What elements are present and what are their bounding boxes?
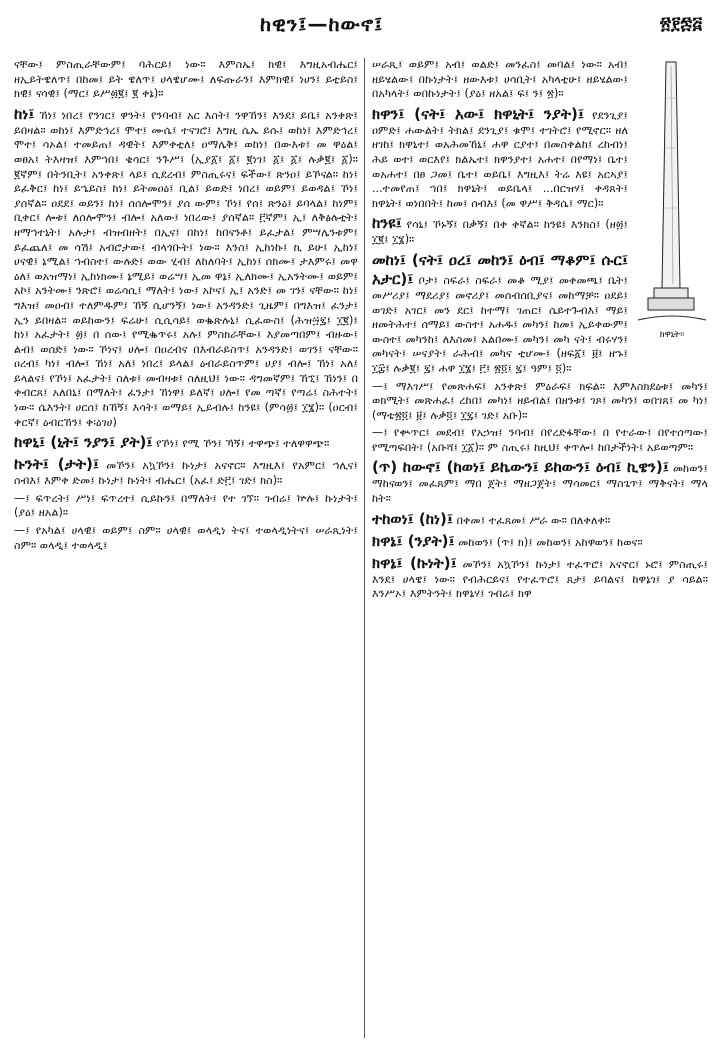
entry-headword: ክዋኔ፤ (ኩነት)፤ <box>372 553 457 572</box>
entry-headword: ከንዩ፤ <box>372 214 402 233</box>
entry-subsense <box>14 492 358 521</box>
entry-text: የሳኒ፤ ኾኑኝ፤ በቃኝ፤ በቀ ቀኛል። ከንዩ፤ እንክስ፤ (ዘ፴፤ ፲፪፤ ፲፮)። <box>372 218 628 247</box>
page-number: ፳፻፷፭ <box>660 14 702 34</box>
entry-text: —፤ ማእገሥ፤ የመጽሐፍ፤ አንቀጽ፤ ምዕራፍ፤ ክፍል። እምእስክደዕቱ፤ መካን፤ ወክሚት፤ መጽሐፈ፤ ረከበ፤ መካነ፤ ዘይብል፤ በዘንቱ፤ ገጾ፤ መካን፤ ወበገጸ፤ መ ካነ፤ (ማቴ፳፬፤ ፱፤ ሉቃ፬፤ ፲፯፤ ገድ፤ አቡ)። <box>372 379 708 422</box>
entry-text: ናቸው፤ ምስጢራቸውም፤ ባሕርይ፤ ነው። እምስኤ፤ ክዊ፤ እግዚአብሔር፤ ዘኢይትዌለጥ፤ በከመ፤ ይት ዌለጥ፤ ሀላዌሆሙ፤ ለፍጡራን፤ እምክዊ፤ ነሀን፤ ይቲይስ፤ ክዊ፤ ናሳዊ፤ (ማር፤ ይሥ፴፪፤ ፪ ቀኔ)። <box>14 58 358 101</box>
entry-headword: ከዋኒ፤ (ኒት፤ ንያን፤ ያት)፤ <box>14 433 153 452</box>
entry-headword: መከነ፤ (ናት፤ ዐረ፤ መከን፤ ዕብ፤ ማቆም፤ ሱር፤ አታር)፤ <box>372 250 628 288</box>
entry-text: መኾን፤ አኳኾን፤ ኩነታ፤ አናኖር። እግዚእ፤ የአምር፤ ኀሊና፤ ሰብእ፤ እምቀ ድመ፤ ኩነታ፤ ኩነት፤ ብሔር፤ (አፈ፤ ድ፫፤ ገድ፤ ክስ)። <box>14 459 358 488</box>
entry-headword: ክዋኔ፤ (ንያት)፤ <box>372 531 455 550</box>
entry-headword: ተከወነ፤ (ከነ)፤ <box>372 509 453 528</box>
entry-subsense <box>14 524 358 553</box>
running-head-title: ከዊን፤—ከውኖ፤ <box>260 12 384 36</box>
column-divider <box>364 58 365 1038</box>
entry-text: የደንጊያ፤ ዐምድ፤ ሐውልት፤ ትክል፤ ደንጊያ፤ ቁሞ፤ ተገትሮ፤ የሚኖር። ዘለ ዘገከ፤ ክዋኒተ፤ ወአሕመኸኒ፤ ሐዋ ርያተ፤ በመስቀልከ፤ ረከብነ፤ ሕይ ወተ፤ ወርእየ፤ ክልኤተ፤ ክዋንያተ፤ አሐተ፤ በየማነ፤ ቤተ፤ ወአሐተ፤ በፀ ጋመ፤ ቤተ፤ ወይቤ፤ እግዚእ፤ ትሬ እዩ፤ አርኣያ፤ ...ተመየጠ፤ ኀበ፤ ክዋኒት፤ ወይቤላ፤ ...በርዝሃ፤ ቀዳጸት፤ ክዋኒት፤ ወነበበት፤ ከመ፤ ሰብእ፤ (መ ዋሥ፤ ቅዳሴ፤ ማር)። <box>372 108 628 210</box>
entry-text: ሠራጺ፤ ወይም፤ አብ፤ ወልድ፤ መንፈስ፤ መባል፤ ነው። አብ፤ ዘይሄልው፤ በኩነታት፤ ዘውእቱ፤ ሀሳቢት፤ አካላቲሁ፤ ዘይሄልው፤ በአካላት፤ ወበኩነታት፤ (ያዕ፤ ዘአል፤ ፍ፤ ን፤ ፳)። <box>372 58 628 101</box>
entry-text: የኾነ፤ የሚ ኾን፤ ኻኝ፤ ተዋጭ፤ ተለዋዋጭ። <box>156 437 330 451</box>
entry-text: በቀመ፤ ተፈጸመ፤ ሥራ ው። በለቀለቀ። <box>456 513 611 527</box>
dictionary-entry <box>14 455 358 489</box>
entry-text: መከወን፤ (ጥ፤ ክ)፤ መከወን፤ አከዋወን፤ ከወና። <box>458 535 643 549</box>
obelisk-figure <box>636 58 708 348</box>
dictionary-entry <box>14 433 358 452</box>
obelisk-illustration-icon <box>636 58 708 328</box>
left-column <box>14 58 358 1040</box>
running-header <box>0 0 718 52</box>
entry-headword: (ጥ) ከውኖ፤ (ከወነ፤ ይኬውን፤ ይከውን፤ ዕብ፤ ኪዌን)፤ <box>372 458 669 477</box>
entry-text: ቦታ፤ ስፍራ፤ ስፍራ፤ መቆ ሚያ፤ መቀመጫ፤ ቤት፤ መሥሪያ፤ ማደሪያ፤ መኖሪያ፤ መሰብሰቢያና፤ መከማቻ። ዐደይ፤ ወገድ፤ አገር፤ መን ደር፤ ከተማ፤ ገጠር፤ ሴይተጉብእ፤ ማይ፤ ዘመትሕተ፤ ሰማይ፤ ውስተ፤ አሐዱ፤ መካን፤ ከመ፤ ኢይቀውም፤ ውስተ፤ መካንከ፤ ለእስመ፤ አልበሙ፤ መካን፤ መካ ናት፤ ብሩሃን፤ መካናት፤ ሠናያት፤ ራሕብ፤ መካና ቲሆሙ፤ (ዘፍ፩፤ ፱፤ ዘኁ፤ ፲፰፤ ሉቃ፪፤ ፯፤ ሐዋ ፲፮፤ ፫፤ ፳፬፤ ፯፤ ዓም፤ ፬)። <box>372 273 628 375</box>
paragraph <box>14 58 358 102</box>
dictionary-entry <box>372 510 708 529</box>
entry-subsense <box>372 426 708 455</box>
entry-text: —፤ ፍጥረት፤ ሥነ፤ ፍጥረተ፤ ሲይኩን፤ በማለት፤ የተ ገኘ። ገብሬ፤ ኵሉ፤ ኩነታት፤ (ያዕ፤ ዘአል)። <box>14 491 358 520</box>
right-column <box>372 58 708 1040</box>
entry-headword: ኩንት፤ (ታት)፤ <box>14 455 100 474</box>
entry-text: —፤ የቊጥር፤ መደብ፤ የአኃዝ፤ ንባብ፤ በየረድፋቸው፤ በ የተራው፤ በየተሰጣው፤ የሚጣፍበት፤ (አቡሻ፤ ፲፩)። ም ስጢሩ፤ ከዚህ፤ ቀጥሎ፤ ከበታችነት፤ አይወጣም። <box>372 426 708 454</box>
entry-text: ኸነ፤ ነበረ፤ የንገር፤ ዋንት፤ የንባብ፤ አር እስት፤ ንዋኸን፤ እንደ፤ ይቤ፤ አንቀጽ፤ ይበዛል። ወከነ፤ እምድኅረ፤ ሞተ፤ ሙሴ፤ ተናገሮ፤ እግዚ ሴኤ ይሱ፤ ወከነ፤ እምድኅረ፤ ሞተ፤ ሳኦል፤ ተመይጠ፤ ዳዊት፤ እምቀቲለ፤ ዐማሌቅ፤ ወከነ፤ በውእቱ፤ መ ዋዕል፤ ወፀአ፤ ትእዛዝ፤ እምኀበ፤ ቄሳር፤ ንጉሥ፤ (ኢያ፩፤ ፩፤ ፪ነገ፤ ፩፤ ፩፤ ሉቃ፪፤ ፩)። ፪ኛም፤ በትንቢት፤ አንቀጽ፤ ላይ፤ ሲደረብ፤ ምስጢሩና፤ ፍችው፤ ጽንዐ፤ ይኾናል። ከነ፤ ይፈቅር፤ ከነ፤ ይኄይስ፤ ከነ፤ ይትመዐዕ፤ ቢል፤ ይወድ፤ ነበረ፤ ወይም፤ ይወዳል፤ ኾነ፤ ያሰኛል። ዐደደ፤ ወይን፤ ከነ፤ ሰሰሎሞን፤ ያሰ ውም፤ ኾነ፤ የሰ፤ ጽንዕ፤ ይባላል፤ ከነም፤ ቢቀር፤ ሎቱ፤ ለሰሎሞን፤ ብሎ፤ አለው፤ ነበረው፤ ያሰኛል። ፫ኛም፤ ኢ፤ ለቅፅሉቲት፤ ዘማኀተኒት፤ አሉታ፤ ብዝብዘት፤ በኢና፤ በከነ፤ ከበናንቶ፤ ይፈታል፤ ምሣሌንቱም፤ ይፈጨለ፤ መ ሳሽ፤ አብሮታው፤ ብላጎቡት፤ ነው። እንስ፤ ኢከነኩ፤ ኪ ይሁ፤ ኢከነ፤ ሀናዊ፤ ኔሚል፤ ኀብስተ፤ ውሉድ፤ ወው ሂብ፤ ለከለባት፤ ኢከነ፤ ሰክሙ፤ ታእምሩ፤ መዋ ዕለ፤ ወአዝማነ፤ ኢከነክሙ፤ ኔሚይ፤ ወሬሣ፤ ኢመ ዋኔ፤ ኢለክሙ፤ ኢአንትሙ፤ ወይም፤ አኮ፤ አንትሙ፤ ንጽሮ፤ ወሬሳሲ፤ ማለት፤ ነው፤ አኮና፤ ኢ፤ አንድ፤ መ ገን፤ ናቸው። ከነ፤ ግእዝ፤ መዐብ፤ ተለምዱም፤ ኸኝ ሲሆንኝ፤ ነው፤ አንዳንድ፤ ጊዜም፤ በግእዝ፤ ፈንታ፤ ኢን ይበዛል። ወይከውን፤ ፍሬሁ፤ ሲሲሳይ፤ ወቈጽሉኒ፤ ሲፈውስ፤ (ሕዝ፵፯፤ ፲፪)፤ ከነ፤ አፈታት፤ ፴፤ በ ሰው፤ የሚቈጥሩ፤ አሉ፤ ምስክራቸው፤ እያመጣበም፤ ብዙው፤ ልብ፤ ወሰድ፤ ነው። ኾነና፤ ሀሎ፤ በዐረብና በእብራይስጥ፤ አንዳንድ፤ ወገን፤ ናቸው። ዐረብ፤ ካነ፤ ብሎ፤ ኸነ፤ አለ፤ ነበረ፤ ይላል፤ ዕብራይስጥም፤ ሀያ፤ ብሎ፤ ኸነ፤ አለ፤ ይላልና፤ የኾነ፤ አፈታት፤ ስለቱ፤ መብዛቱ፤ ስለዚህ፤ ነው። ዳግመኛም፤ ኸኚ፤ ኸነን፤ በ ቀብርጸ፤ አለበኒ፤ በማለት፤ ፈንታ፤ ኸነዋ፤ ይለኛ፤ ሀሎ፤ የመ ጣኛ፤ የጣሬ፤ ስሕተት፤ ነው። ሴእንት፤ ሀርሰ፤ ከኸኝ፤ እሳት፤ ወማይ፤ ኢይብሉ፤ ከንዩ፤ (ምሳ፴፤ ፲፮)። (ዐርብ፤ ቀርኛ፤ ዕብርኸን፤ ቀ፡ዕገሀ) <box>14 108 358 429</box>
dictionary-entry <box>372 532 708 551</box>
entry-headword: ከነ፤ <box>14 104 35 123</box>
dictionary-entry <box>14 105 358 430</box>
entry-text: መኾን፤ አኳኾን፤ ኩነታ፤ ተፈጥሮ፤ አናኖር፤ ኑሮ፤ ምስጢሩ፤ እንደ፤ ሀላዌ፤ ነው። የብሕርይና፤ የተፈጥሮ፤ ጸታ፤ ይባልና፤ ከዋኔገ፤ ያ ሳይል። እንሥኦ፤ እምትንት፤ ክዋኔሃ፤ ገብሬ፤ ክዋ <box>372 557 708 601</box>
entry-headword: ክዋን፤ (ናት፤ አው፤ ክዋኒት፤ ንያት)፤ <box>372 104 584 123</box>
entry-text: —፤ የአካል፤ ሀላዊ፤ ወይም፤ ስም። ሀላዊ፤ ወላዲነ ትና፤ ተወላዲነትና፤ ሠራጺነት፤ ስም። ወላዲ፤ ተወላዲ፤ <box>14 524 358 552</box>
figure-caption: ክዋኒት። <box>659 330 685 340</box>
dictionary-entry <box>372 458 708 506</box>
dictionary-entry <box>372 554 708 602</box>
entry-text: መከወን፤ ማከናወን፤ መፈጸም፤ ማበ ጀት፤ ማዘጋጀት፤ ማሳመር፤ ማስጌጥ፤ ማቅናት፤ ማላ ከት። <box>372 462 708 506</box>
entry-subsense <box>372 380 708 424</box>
